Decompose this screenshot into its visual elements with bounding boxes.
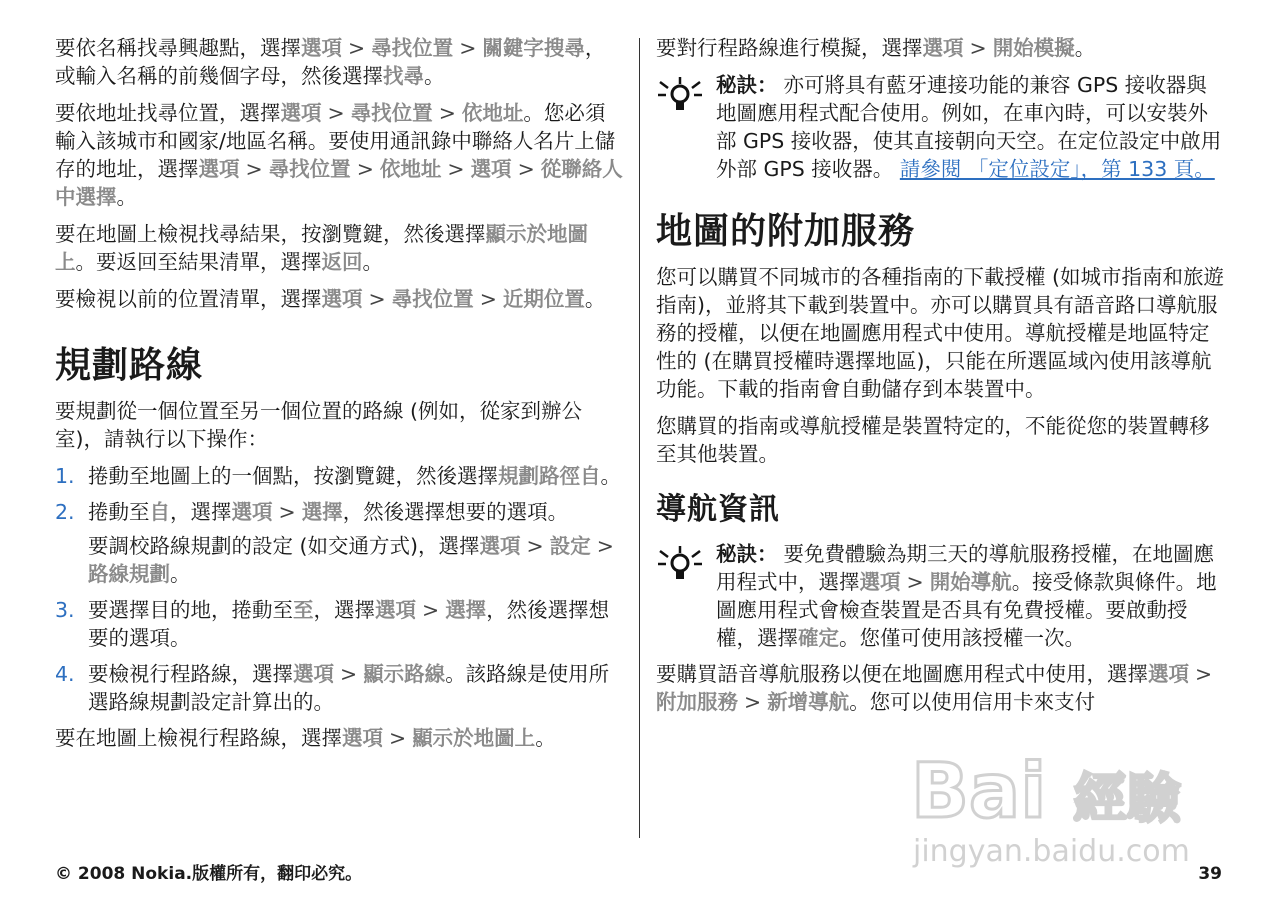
text: 要調校路線規劃的設定 (如交通方式)，選擇 — [88, 534, 480, 558]
list-item — [55, 596, 623, 652]
separator: > — [906, 570, 924, 594]
text: 。 — [1074, 36, 1096, 60]
text: 。您必須輸入該城市和國家/地區名稱。要使用通訊錄中聯絡人名片上儲存的地址，選擇 — [55, 101, 616, 181]
option-label: 規劃路徑自 — [498, 464, 601, 488]
option-label: 路線規劃 — [88, 562, 170, 586]
column-divider — [639, 38, 640, 838]
text: 要依地址找尋位置，選擇 — [55, 101, 281, 125]
text: 。 — [362, 250, 383, 274]
text: 要選擇目的地，捲動至 — [88, 598, 293, 622]
text: 。 — [535, 726, 556, 750]
section-heading-plan-route: 規劃路線 — [55, 345, 204, 386]
text: 。 — [116, 185, 137, 209]
paragraph-buy-voice-navigation — [656, 660, 1226, 716]
lightbulb-icon — [658, 546, 702, 582]
lightbulb-icon — [658, 77, 702, 113]
paragraph-recent-locations — [55, 285, 623, 313]
separator: > — [327, 101, 345, 125]
paragraph-view-route-on-map — [55, 724, 623, 752]
list-item — [55, 498, 623, 588]
option-label: 顯示於地圖上 — [55, 222, 588, 274]
option-label: 尋找位置 — [350, 101, 433, 125]
footer-copyright: © 2008 Nokia.版權所有，翻印必究。 — [55, 864, 363, 884]
separator: > — [969, 36, 987, 60]
option-label: 選項 — [859, 570, 901, 594]
option-label: 選項 — [231, 500, 273, 524]
separator: > — [596, 534, 614, 558]
step-number: 2. — [55, 500, 75, 524]
watermark-brand-cn: 經驗 — [1073, 767, 1181, 830]
separator: > — [245, 157, 263, 181]
list-item — [55, 660, 623, 716]
option-label: 設定 — [549, 534, 591, 558]
step-sub-paragraph — [88, 532, 623, 588]
option-label: 顯示路線 — [363, 662, 446, 686]
subsection-heading-navigation-info: 導航資訊 — [656, 492, 780, 527]
text: 要購買語音導航服務以便在地圖應用程式中使用，選擇 — [656, 662, 1148, 686]
paragraph-plan-route-intro: 要規劃從一個位置至另一個位置的路線 (例如，從家到辦公室)，請執行以下操作： — [55, 399, 583, 451]
section-heading-extra-services: 地圖的附加服務 — [656, 211, 916, 252]
text: ，選擇 — [313, 598, 375, 622]
paragraph-view-results — [55, 220, 623, 276]
text: 捲動至地圖上的一個點，按瀏覽鍵，然後選擇 — [88, 464, 498, 488]
option-label: 依地址 — [379, 157, 442, 181]
option-label: 新增導航 — [767, 690, 850, 714]
option-label: 尋找位置 — [391, 287, 474, 311]
text: 。 — [170, 562, 191, 586]
separator: > — [744, 690, 762, 714]
text: 要在地圖上檢視行程路線，選擇 — [55, 726, 342, 750]
text: 。 — [600, 464, 621, 488]
text: 捲動至 — [88, 500, 150, 524]
option-label: 選項 — [470, 157, 512, 181]
text: 要免費體驗為期三天的導航服務授權，在地圖應用程式中，選擇 — [716, 542, 1214, 594]
option-label: 自 — [149, 500, 170, 524]
step-number: 4. — [55, 662, 75, 686]
list-item — [55, 462, 623, 490]
option-label: 選項 — [301, 36, 342, 60]
option-label: 選項 — [922, 36, 964, 60]
text: 要檢視行程路線，選擇 — [88, 662, 293, 686]
option-label: 附加服務 — [656, 690, 738, 714]
option-label: 返回 — [321, 250, 363, 274]
separator: > — [438, 101, 456, 125]
separator: > — [459, 36, 477, 60]
option-label: 尋找位置 — [268, 157, 351, 181]
tip-label: 秘訣： — [716, 542, 778, 566]
text: ，然後選擇想要的選項。 — [342, 500, 569, 524]
baidu-watermark — [905, 725, 1205, 875]
separator: > — [1195, 662, 1213, 686]
option-label: 顯示於地圖上 — [412, 726, 536, 750]
option-label: 選擇 — [445, 598, 487, 622]
option-label: 選項 — [375, 598, 416, 622]
text: 。您可以使用信用卡來支付 — [849, 690, 1096, 714]
option-label: 找尋 — [383, 64, 424, 88]
paragraph-purchase-licenses: 您可以購買不同城市的各種指南的下載授權 (如城市指南和旅遊指南)，並將其下載到裝置中。亦可以購買具有語音路口導航服務的授權，以便在地圖應用程式中使用。導航授權是地區特定性的 (在購買授權時選擇地區)，只能在所選區域內使用該導航功能。下載的指南會自動儲存到本裝置中。 — [656, 265, 1225, 401]
text: 要在地圖上檢視找尋結果，按瀏覽鍵，然後選擇 — [55, 222, 486, 246]
option-label: 至 — [293, 598, 314, 622]
watermark-url: jingyan.baidu.com — [913, 834, 1190, 869]
tip-gps-receiver — [656, 71, 1226, 183]
separator: > — [348, 36, 366, 60]
text: ，然後選擇想要的選項。 — [88, 598, 610, 650]
left-column — [55, 34, 623, 761]
paragraph-device-specific: 您購買的指南或導航授權是裝置特定的，不能從您的裝置轉移至其他裝置。 — [656, 414, 1210, 466]
option-label: 關鍵字搜尋 — [482, 36, 585, 60]
text: 。接受條款與條件。地圖應用程式會檢查裝置是否具有免費授權。要啟動授權，選擇 — [716, 570, 1217, 650]
option-label: 開始模擬 — [992, 36, 1075, 60]
text: 要對行程路線進行模擬，選擇 — [656, 36, 923, 60]
text: 要依名稱找尋興趣點，選擇 — [55, 36, 301, 60]
text: 亦可將具有藍牙連接功能的兼容 GPS 接收器與地圖應用程式配合使用。例如，在車內時，可以安裝外部 GPS 接收器，使其直接朝向天空。在定位設定中啟用外部 GPS 接收器。 — [716, 73, 1222, 181]
separator: > — [356, 157, 374, 181]
text: 要檢視以前的位置清單，選擇 — [55, 287, 322, 311]
text: 。 — [584, 287, 606, 311]
option-label: 選項 — [198, 157, 240, 181]
text: 。要返回至結果清單，選擇 — [75, 250, 322, 274]
option-label: 從聯絡人中選擇 — [55, 157, 623, 209]
option-label: 確定 — [798, 626, 839, 650]
separator: > — [278, 500, 296, 524]
route-steps-list — [55, 462, 623, 716]
text: 。 — [424, 64, 445, 88]
watermark-brand: Bai — [911, 746, 1047, 835]
separator: > — [422, 598, 440, 622]
text: 。您僅可使用該授權一次。 — [839, 626, 1085, 650]
step-number: 1. — [55, 464, 75, 488]
text: ，選擇 — [170, 500, 232, 524]
separator: > — [368, 287, 386, 311]
option-label: 開始導航 — [929, 570, 1012, 594]
page-number: 39 — [1198, 864, 1222, 884]
tip-label: 秘訣： — [716, 73, 778, 97]
separator: > — [340, 662, 358, 686]
separator: > — [526, 534, 544, 558]
option-label: 近期位置 — [502, 287, 585, 311]
paragraph-search-by-name — [55, 34, 623, 90]
option-label: 選項 — [321, 287, 363, 311]
separator: > — [447, 157, 465, 181]
paragraph-search-by-address — [55, 99, 623, 211]
option-label: 尋找位置 — [371, 36, 454, 60]
option-label: 選項 — [479, 534, 521, 558]
option-label: 依地址 — [461, 101, 524, 125]
right-column — [656, 34, 1226, 725]
option-label: 選擇 — [301, 500, 343, 524]
option-label: 選項 — [342, 726, 383, 750]
separator: > — [389, 726, 407, 750]
separator: > — [517, 157, 535, 181]
paragraph-simulate-route — [656, 34, 1226, 62]
option-label: 選項 — [293, 662, 334, 686]
tip-free-trial — [656, 540, 1226, 652]
cross-reference-link[interactable]: 請參閱 「定位設定」，第 133 頁。 — [899, 157, 1215, 181]
option-label: 選項 — [1148, 662, 1189, 686]
text: 。該路線是使用所選路線規劃設定計算出的。 — [88, 662, 610, 714]
separator: > — [479, 287, 497, 311]
option-label: 選項 — [280, 101, 322, 125]
step-number: 3. — [55, 598, 75, 622]
text: ，或輸入名稱的前幾個字母，然後選擇 — [55, 36, 606, 88]
